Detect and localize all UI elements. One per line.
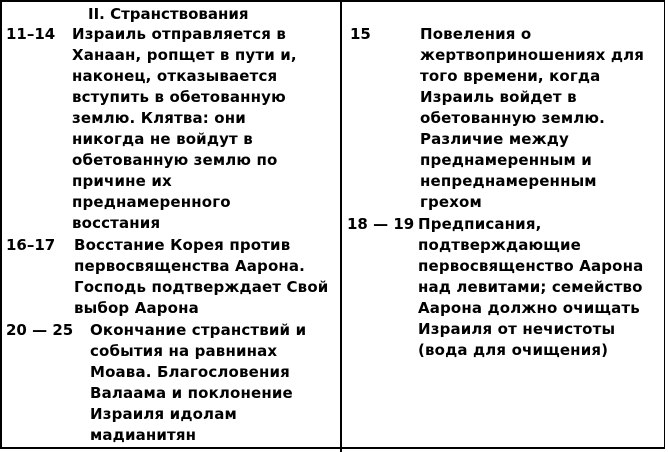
entry-line: Израиля идолам — [90, 405, 237, 423]
entry-line: Восстание Корея против — [74, 236, 291, 254]
entry-line: обетованную землю. — [420, 109, 605, 127]
section-heading: II. Странствования — [88, 5, 249, 23]
entry-line: мадианитян — [90, 426, 197, 444]
entry-line: события на равнинах — [90, 342, 278, 360]
entry-line: Окончание странствий и — [90, 321, 307, 339]
entry-line: того времени, когда — [420, 67, 601, 85]
entry-line: наконец, отказывается — [72, 67, 278, 85]
entry-ref: 20 — 25 — [6, 321, 74, 339]
entry-line: над левитами; семейство — [418, 278, 643, 296]
entry-line: Предписания, — [418, 215, 542, 233]
entry-line: восстания — [72, 214, 161, 232]
entry-line: Аарона должно очищать — [418, 299, 640, 317]
entry-line: Израиль войдет в — [420, 88, 577, 106]
entry-ref: 15 — [350, 25, 371, 43]
entry-line: Израиля от нечистоты — [418, 320, 616, 338]
entry-line: Господь подтверждает Свой — [74, 278, 329, 296]
entry-line: выбор Аарона — [74, 299, 199, 317]
entry-line: никогда не войдут в — [72, 130, 253, 148]
entry-line: непреднамеренным — [420, 172, 597, 190]
column-divider — [340, 0, 342, 452]
entry-line: Ханаан, ропщет в пути и, — [72, 46, 297, 64]
entry-ref: 16–17 — [6, 236, 56, 254]
entry-line: (вода для очищения) — [418, 341, 609, 359]
entry-line: Валаама и поклонение — [90, 384, 293, 402]
entry-line: вступить в обетованную — [72, 88, 286, 106]
entry-line: преднамеренного — [72, 193, 231, 211]
entry-line: Различие между — [420, 130, 569, 148]
entry-line: подтверждающие — [418, 236, 581, 254]
entry-line: причине их — [72, 172, 172, 190]
entry-line: преднамеренным и — [420, 151, 592, 169]
entry-line: грехом — [420, 193, 482, 211]
entry-line: первосвященства Аарона. — [74, 257, 306, 275]
entry-line: первосвященство Аарона — [418, 257, 644, 275]
entry-ref: 18 — 19 — [347, 215, 415, 233]
entry-line: Повеления о — [420, 25, 532, 43]
entry-line: Моава. Благословения — [90, 363, 290, 381]
entry-line: Израиль отправляется в — [72, 25, 287, 43]
entry-ref: 11–14 — [6, 25, 56, 43]
entry-line: землю. Клятва: они — [72, 109, 246, 127]
entry-line: обетованную землю по — [72, 151, 278, 169]
entry-line: жертвоприношениях для — [420, 46, 644, 64]
